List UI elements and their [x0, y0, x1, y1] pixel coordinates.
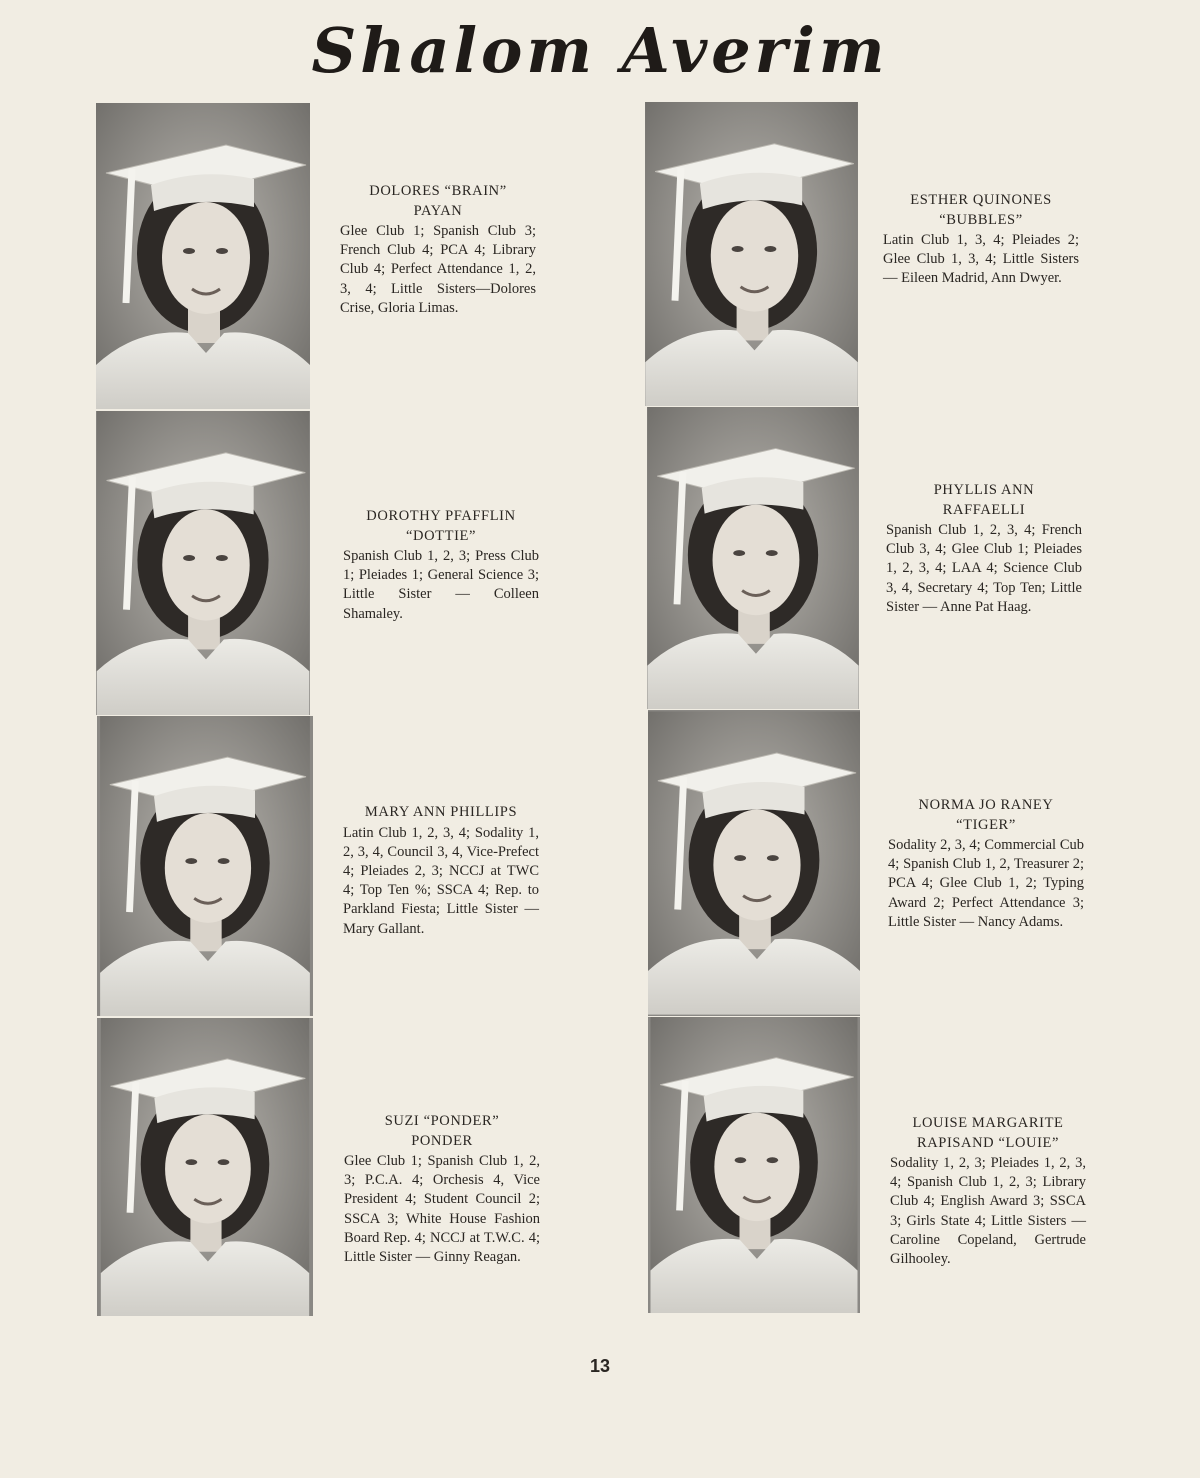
entry-name-line1: ESTHER QUINONES — [910, 192, 1052, 208]
graduate-portrait-photo-icon — [96, 103, 310, 409]
entry-name-line2: PAYAN — [413, 202, 463, 219]
portrait-phyllis-raffaelli — [647, 407, 859, 709]
graduate-portrait-photo-icon — [645, 102, 858, 406]
entry-name-line2: “DOTTIE” — [405, 527, 476, 544]
portrait-dorothy-pfafflin — [96, 411, 310, 715]
graduate-portrait-photo-icon — [97, 1018, 313, 1316]
entry-esther-quinones — [883, 191, 1079, 289]
entry-bio: Glee Club 1; Spanish Club 3; French Club 4; PCA 4; Library Club 4; Perfect Attendance 1, 2, 3, 4; Little Sisters—Dolores Crise, Gloria Limas. — [340, 223, 536, 316]
portrait-norma-raney — [648, 710, 860, 1016]
entry-dolores-payan — [340, 182, 536, 318]
graduate-portrait-photo-icon — [647, 407, 859, 709]
entry-bio: Sodality 1, 2, 3; Pleiades 1, 2, 3, 4; Spanish Club 1, 2, 3; Library Club 4; English Award 3; SSCA 3; Girls State 4; Little Sisters — Caroline Copeland, Gertrude Gilhooley. — [890, 1155, 1086, 1268]
entry-name-line1: LOUISE MARGARITE — [912, 1115, 1064, 1131]
entry-mary-ann-phillips — [343, 803, 539, 939]
portrait-esther-quinones — [645, 102, 858, 406]
graduate-portrait-photo-icon — [648, 710, 860, 1016]
entry-name-line1: NORMA JO RANEY — [918, 797, 1054, 813]
page-number: 13 — [589, 1356, 611, 1376]
entry-name-line1: DOROTHY PFAFFLIN — [366, 508, 516, 524]
entry-name-line2: RAPISAND “LOUIE” — [916, 1134, 1060, 1151]
graduate-portrait-photo-icon — [648, 1017, 860, 1313]
entry-phyllis-raffaelli — [886, 481, 1082, 617]
entry-norma-raney — [888, 796, 1084, 932]
page-title: Shalom Averim — [311, 14, 889, 87]
entry-louise-rapisand — [890, 1114, 1086, 1269]
entry-name-line2: PONDER — [411, 1132, 473, 1149]
entry-bio: Glee Club 1; Spanish Club 1, 2, 3; P.C.A. 4; Orchesis 4, Vice President 4; Student Council 2; SSCA 3; White House Fashion Board Rep. 4; NCCJ at T.W.C. 4; Little Sister — Ginny Reagan. — [344, 1153, 540, 1266]
entry-bio: Spanish Club 1, 2, 3; Press Club 1; Pleiades 1; General Science 3; Little Sister — Colleen Shamaley. — [343, 548, 539, 622]
entry-name-line1: MARY ANN PHILLIPS — [364, 804, 518, 820]
entry-name-line2: “BUBBLES” — [939, 211, 1023, 228]
entry-name-line1: PHYLLIS ANN — [933, 482, 1035, 498]
entry-name-line1: SUZI “PONDER” — [384, 1113, 500, 1129]
entry-name-line2: RAFFAELLI — [942, 501, 1026, 518]
entry-name-line2: “TIGER” — [956, 816, 1016, 833]
entry-name-line1: DOLORES “BRAIN” — [369, 183, 507, 199]
portrait-louise-rapisand — [648, 1017, 860, 1313]
portrait-mary-ann-phillips — [97, 716, 313, 1016]
entry-bio: Sodality 2, 3, 4; Commercial Cub 4; Spanish Club 1, 2, Treasurer 2; PCA 4; Glee Club 1, 2; Typing Award 2; Perfect Attendance 3; Little Sister — Nancy Adams. — [888, 837, 1084, 930]
entry-bio: Latin Club 1, 3, 4; Pleiades 2; Glee Club 1, 3, 4; Little Sisters — Eileen Madrid, Ann Dwyer. — [883, 232, 1079, 287]
graduate-portrait-photo-icon — [96, 411, 310, 715]
graduate-portrait-photo-icon — [97, 716, 313, 1016]
entry-dorothy-pfafflin — [343, 507, 539, 624]
entry-bio: Latin Club 1, 2, 3, 4; Sodality 1, 2, 3, 4, Council 3, 4, Vice-Prefect 4; Pleiades 2, 3; NCCJ at TWC 4; Top Ten %; SSCA 4; Rep. to Parkland Fiesta; Little Sister — Mary Gallant. — [343, 824, 539, 937]
entry-suzi-ponder — [344, 1112, 540, 1267]
portrait-dolores-payan — [96, 103, 310, 409]
portrait-suzi-ponder — [97, 1018, 313, 1316]
entry-bio: Spanish Club 1, 2, 3, 4; French Club 3, 4; Glee Club 1; Pleiades 1, 2, 3, 4; LAA 4; Science Club 3, 4, Secretary 4; Top Ten; Little Sister — Anne Pat Haag. — [886, 522, 1082, 615]
